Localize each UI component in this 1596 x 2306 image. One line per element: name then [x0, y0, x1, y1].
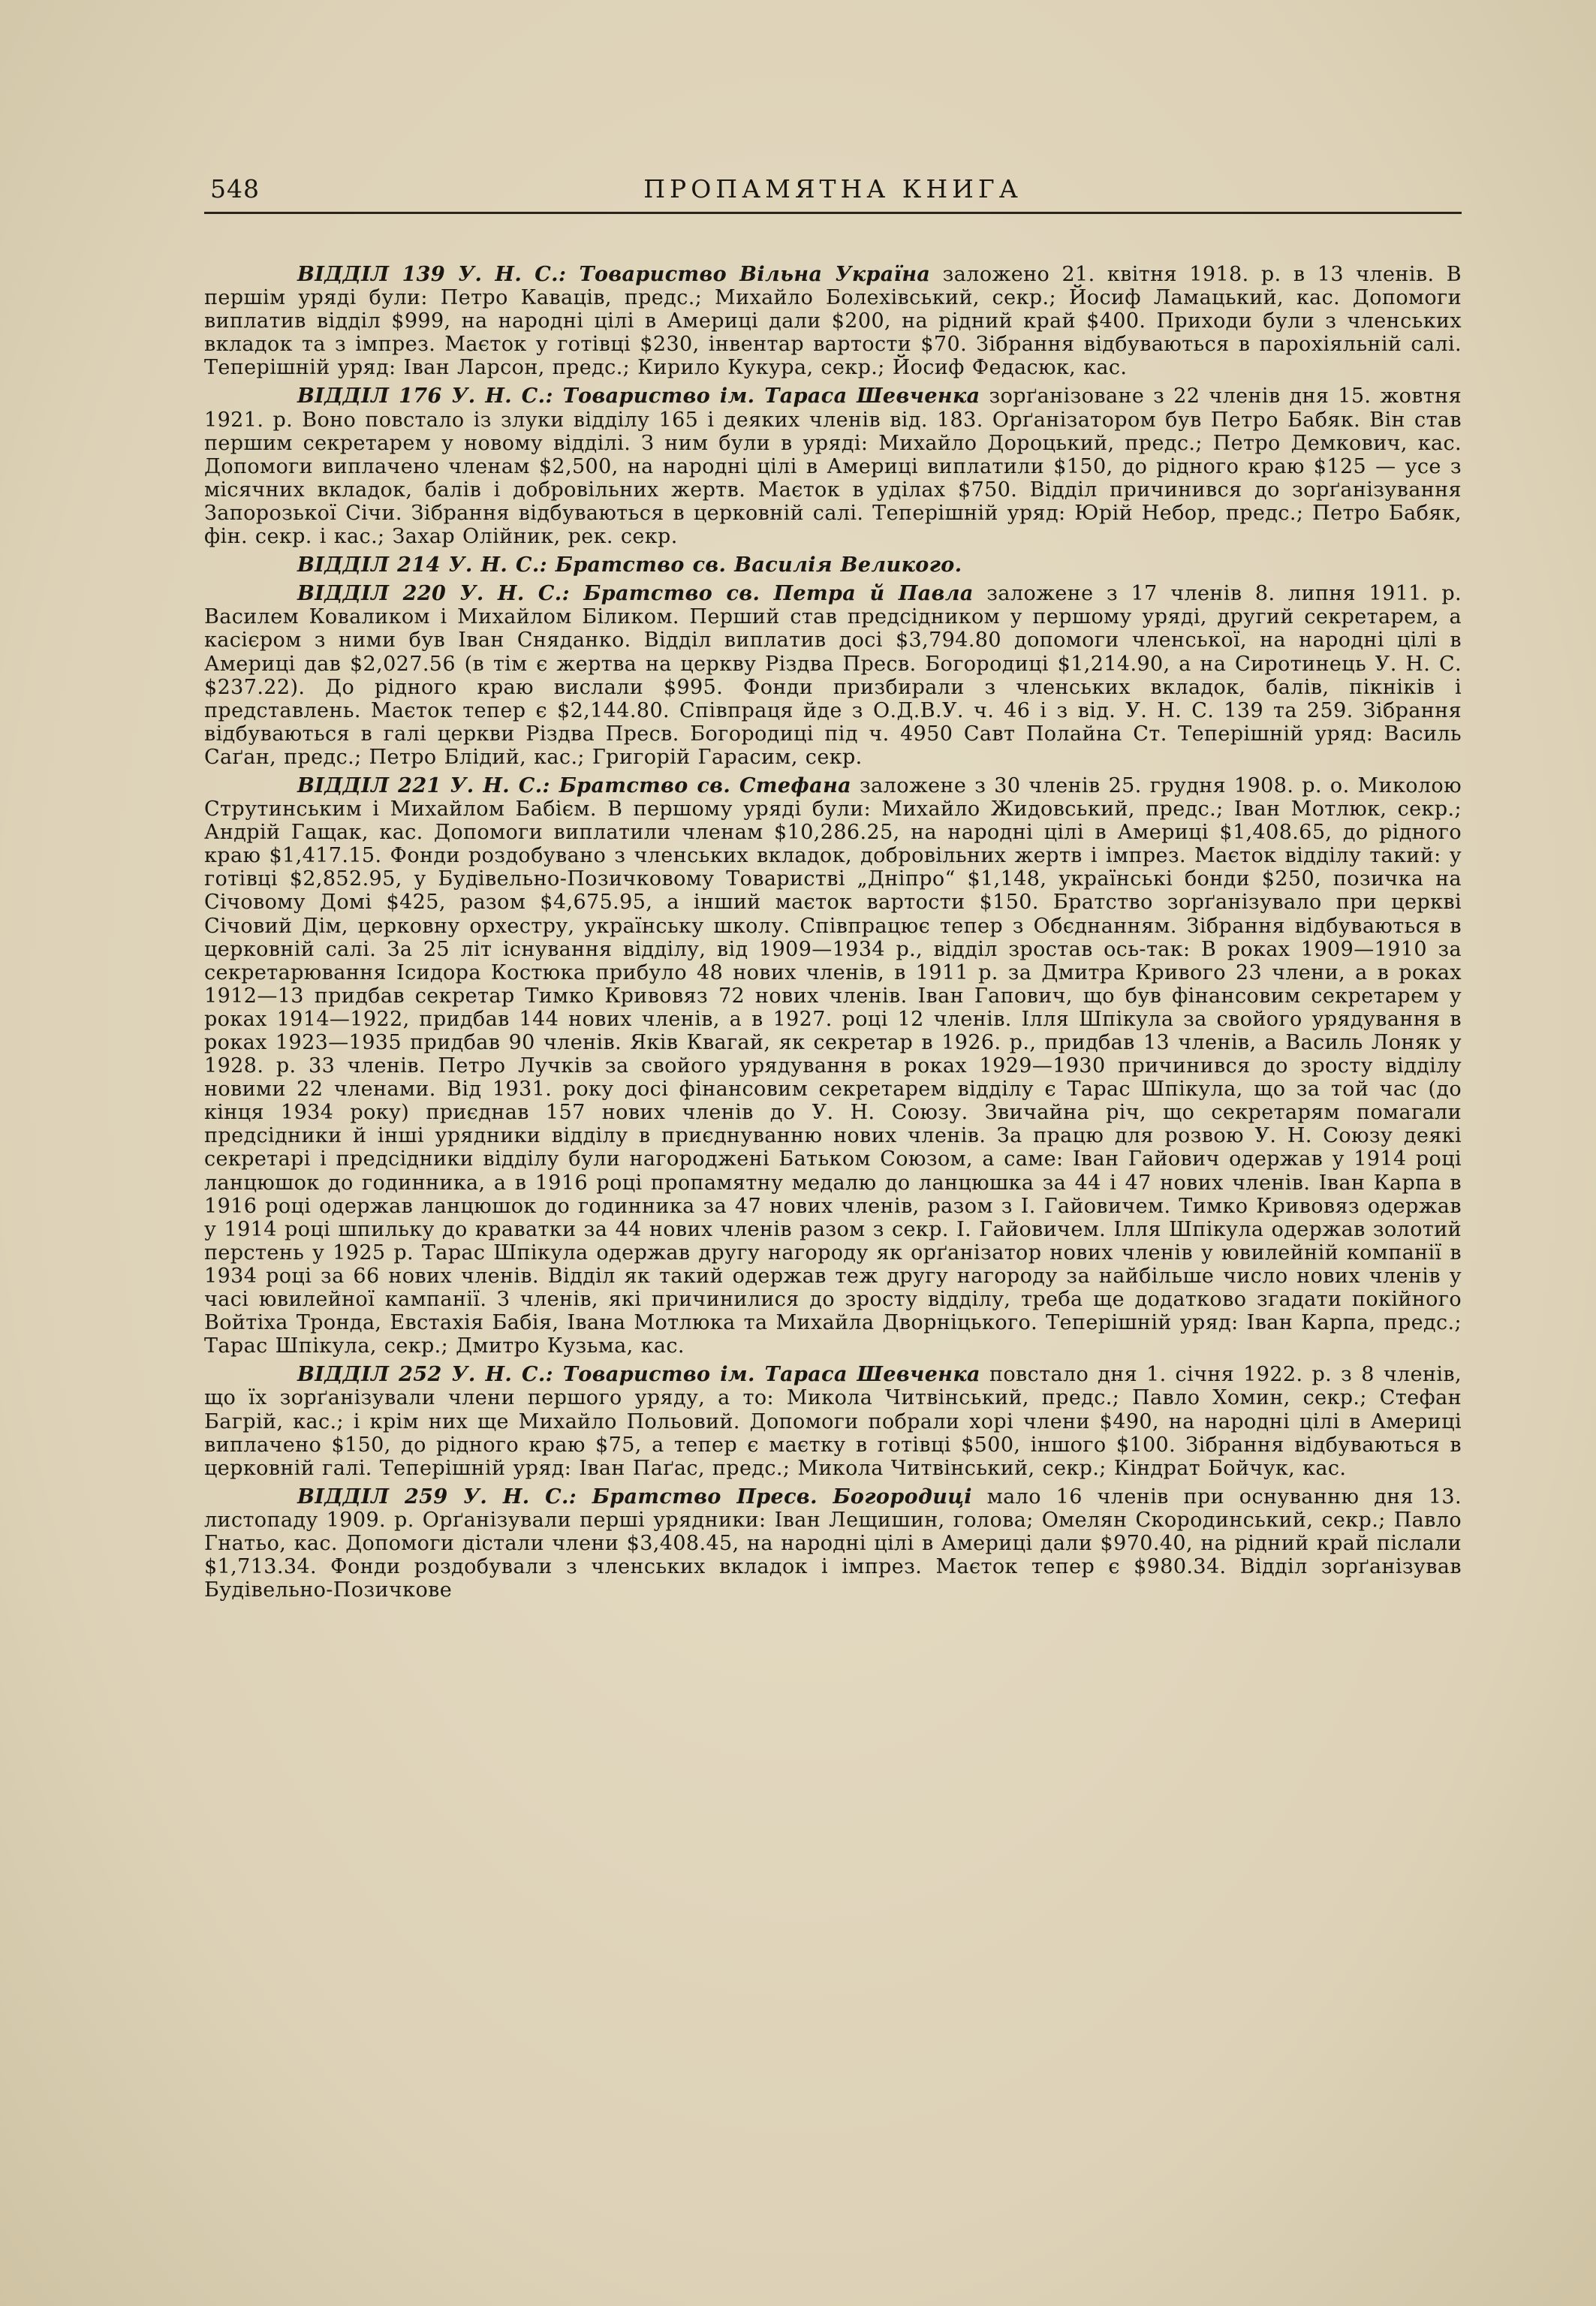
entry-branch-221	[204, 774, 1462, 1358]
entry-heading: ВІДДІЛ 214 У. Н. С.: Братство св. Василія Великого.	[297, 553, 962, 577]
entry-branch-139	[204, 263, 1462, 379]
entry-branch-214	[204, 553, 1462, 577]
entry-branch-259	[204, 1485, 1462, 1602]
entry-text: заложене з 17 членів 8. липня 1911. р. Василем Коваликом і Михайлом Біликом. Перший став предсідником у першому уряді, другий секретарем, а касієром з ними був Іван Сняданко. Відділ виплатив досі $3,794.80 допомоги членської, на народні цілі в Америці дав $2,027.56 (в тім є жертва на церкву Різдва Пресв. Богородиці $1,214.90, а на Сиротинець У. Н. С. $237.22). До рідного краю вислали $995. Фонди призбирали з членських вкладок, балів, пікніків і представлень. Маєток тепер є $2,144.80. Співпраця йде з О.Д.В.У. ч. 46 і з від. У. Н. С. 139 та 259. Зібрання відбуваються в галі церкви Різдва Пресв. Богородиці під ч. 4950 Савт Полайна Ст. Теперішній уряд: Василь Саґан, предс.; Петро Блідий, кас.; Григорій Гарасим, секр.	[204, 582, 1462, 769]
entry-text: заложено 21. квітня 1918. р. в 13 членів. В першім уряді були: Петро Каваців, предс.; Михайло Болехівський, секр.; Йосиф Ламацький, кас. Допомоги виплатив відділ $999, на народні цілі в Америці дали $200, на рідний край $400. Приходи були з членських вкладок та з імпрез. Маєток у готівці $230, інвентар вартости $70. Зібрання відбуваються в парохіяльній салі. Теперішній уряд: Іван Ларсон, предс.; Кирило Кукура, секр.; Йосиф Федасюк, кас.	[204, 263, 1462, 380]
entry-heading: ВІДДІЛ 139 У. Н. С.: Товариство Вільна Україна	[297, 263, 931, 286]
entry-heading: ВІДДІЛ 220 У. Н. С.: Братство св. Петра й Павла	[297, 582, 974, 606]
entry-heading: ВІДДІЛ 176 У. Н. С.: Товариство ім. Тараса Шевченка	[297, 384, 980, 408]
entry-heading: ВІДДІЛ 221 У. Н. С.: Братство св. Стефана	[297, 773, 852, 797]
entry-branch-252	[204, 1363, 1462, 1479]
entry-branch-176	[204, 384, 1462, 548]
page-number: 548	[210, 174, 260, 203]
running-title: ПРОПАМЯТНА КНИГА	[643, 174, 1022, 203]
entry-text: повстало дня 1. січня 1922. р. з 8 членів, що їх зорґанізували члени першого уряду, а то: Микола Читвінський, предс.; Павло Хомин, секр.; Стефан Багрій, кас.; і крім них ще Михайло Польовий. Допомоги побрали хорі члени $490, на народні цілі в Америці виплачено $150, до рідного краю $75, а тепер є маєтку в готівці $500, іншого $100. Зібрання відбуваються в церковній галі. Теперішній уряд: Іван Паґас, предс.; Микола Читвінський, секр.; Кіндрат Бойчук, кас.	[204, 1363, 1462, 1480]
header-rule	[204, 212, 1462, 214]
entry-heading: ВІДДІЛ 252 У. Н. С.: Товариство ім. Тараса Шевченка	[297, 1363, 980, 1387]
entry-text: зорґанізоване з 22 членів дня 15. жовтня 1921. р. Воно повстало із злуки відділу 165 і деяких членів від. 183. Орґанізатором був Петро Бабяк. Він став першим секретарем у новому відділі. З ним були в уряді: Михайло Дороцький, предс.; Петро Демкович, кас. Допомоги виплачено членам $2,500, на народні цілі в Америці виплатили $150, до рідного краю $125 — усе з місячних вкладок, балів і добровільних жертв. Маєток в уділах $750. Відділ причинився до зорґанізування Запорозької Січи. Зібрання відбуваються в церковній салі. Теперішній уряд: Юрій Небор, предс.; Петро Бабяк, фін. секр. і кас.; Захар Олійник, рек. секр.	[204, 384, 1462, 549]
body-text	[204, 263, 1462, 1602]
page-header	[204, 174, 1462, 207]
entry-branch-220	[204, 582, 1462, 769]
entry-heading: ВІДДІЛ 259 У. Н. С.: Братство Пресв. Богородиці	[297, 1485, 972, 1509]
entry-text: заложене з 30 членів 25. грудня 1908. р. о. Миколою Струтинським і Михайлом Бабієм. В першому уряді були: Михайло Жидовський, предс.; Іван Мотлюк, секр.; Андрій Гащак, кас. Допомоги виплатили членам $10,286.25, на народні цілі в Америці $1,408.65, до рідного краю $1,417.15. Фонди роздобувано з членських вкладок, добровільних жертв і імпрез. Маєток відділу такий: у готівці $2,852.95, у Будівельно-Позичковому Товаристві „Дніпро“ $1,148, українські бонди $250, позичка на Січовому Домі $425, разом $4,675.95, а інший маєток вартости $150. Братство зорґанізувало при церкві Січовий Дім, церковну орхестру, українську школу. Співпрацює тепер з Обєднанням. Зібрання відбуваються в церковній салі. За 25 літ існування відділу, від 1909—1934 р., відділ зростав ось-так: В роках 1909—1910 за секретарювання Ісидора Костюка прибуло 48 нових членів, в 1911 р. за Дмитра Кривого 23 члени, а в роках 1912—13 придбав секретар Тимко Кривовяз 72 нових членів. Іван Гапович, що був фінансовим секретарем у роках 1914—1922, придбав 144 нових членів, а в 1927. році 12 членів. Ілля Шпікула за свойого урядування в роках 1923—1935 придбав 90 членів. Яків Квагай, як секретар в 1926. р., придбав 13 членів, а Василь Лоняк у 1928. р. 33 членів. Петро Лучків за свойого урядування в роках 1929—1930 причинився до зросту відділу новими 22 членами. Від 1931. року досі фінансовим секретарем відділу є Тарас Шпікула, що за той час (до кінця 1934 року) приєднав 157 нових членів до У. Н. Союзу. Звичайна річ, що секретарям помагали предсідники й інші урядники відділу в приєднуванню нових членів. За працю для розвою У. Н. Союзу деякі секретарі і предсідники відділу були нагороджені Батьком Союзом, а саме: Іван Гайович одержав у 1914 році ланцюшок до годинника, а в 1916 році пропамятну медалю до ланцюшка за 44 і 47 нових членів. Іван Карпа в 1916 році одержав ланцюшок до годинника за 47 нових членів, разом з І. Гайовичем. Тимко Кривовяз одержав у 1914 році шпильку до краватки за 44 нових членів разом з секр. І. Гайовичем. Ілля Шпікула одержав золотий перстень у 1925 р. Тарас Шпікула одержав другу нагороду як орґанізатор нових членів у ювилейній компанії в 1934 році за 66 нових членів. Відділ як такий одержав теж другу нагороду за найбільше число нових членів у часі ювилейної кампанії. З членів, які причинилися до зросту відділу, треба ще додатково згадати покійного Войтіха Тронда, Евстахія Бабія, Івана Мотлюка та Михайла Дворніцького. Теперішній уряд: Іван Карпа, предс.; Тарас Шпікула, секр.; Дмитро Кузьма, кас.	[204, 773, 1462, 1358]
entry-text: мало 16 членів при оснуванню дня 13. листопаду 1909. р. Орґанізували перші урядники: Іван Лещишин, голова; Омелян Скородинський, секр.; Павло Гнатьо, кас. Допомоги дістали члени $3,408.45, на народні цілі в Америці дали $970.40, на рідний край післали $1,713.34. Фонди роздобували з членських вкладок і імпрез. Маєток тепер є $980.34. Відділ зорґанізував Будівельно-Позичкове	[204, 1485, 1462, 1602]
